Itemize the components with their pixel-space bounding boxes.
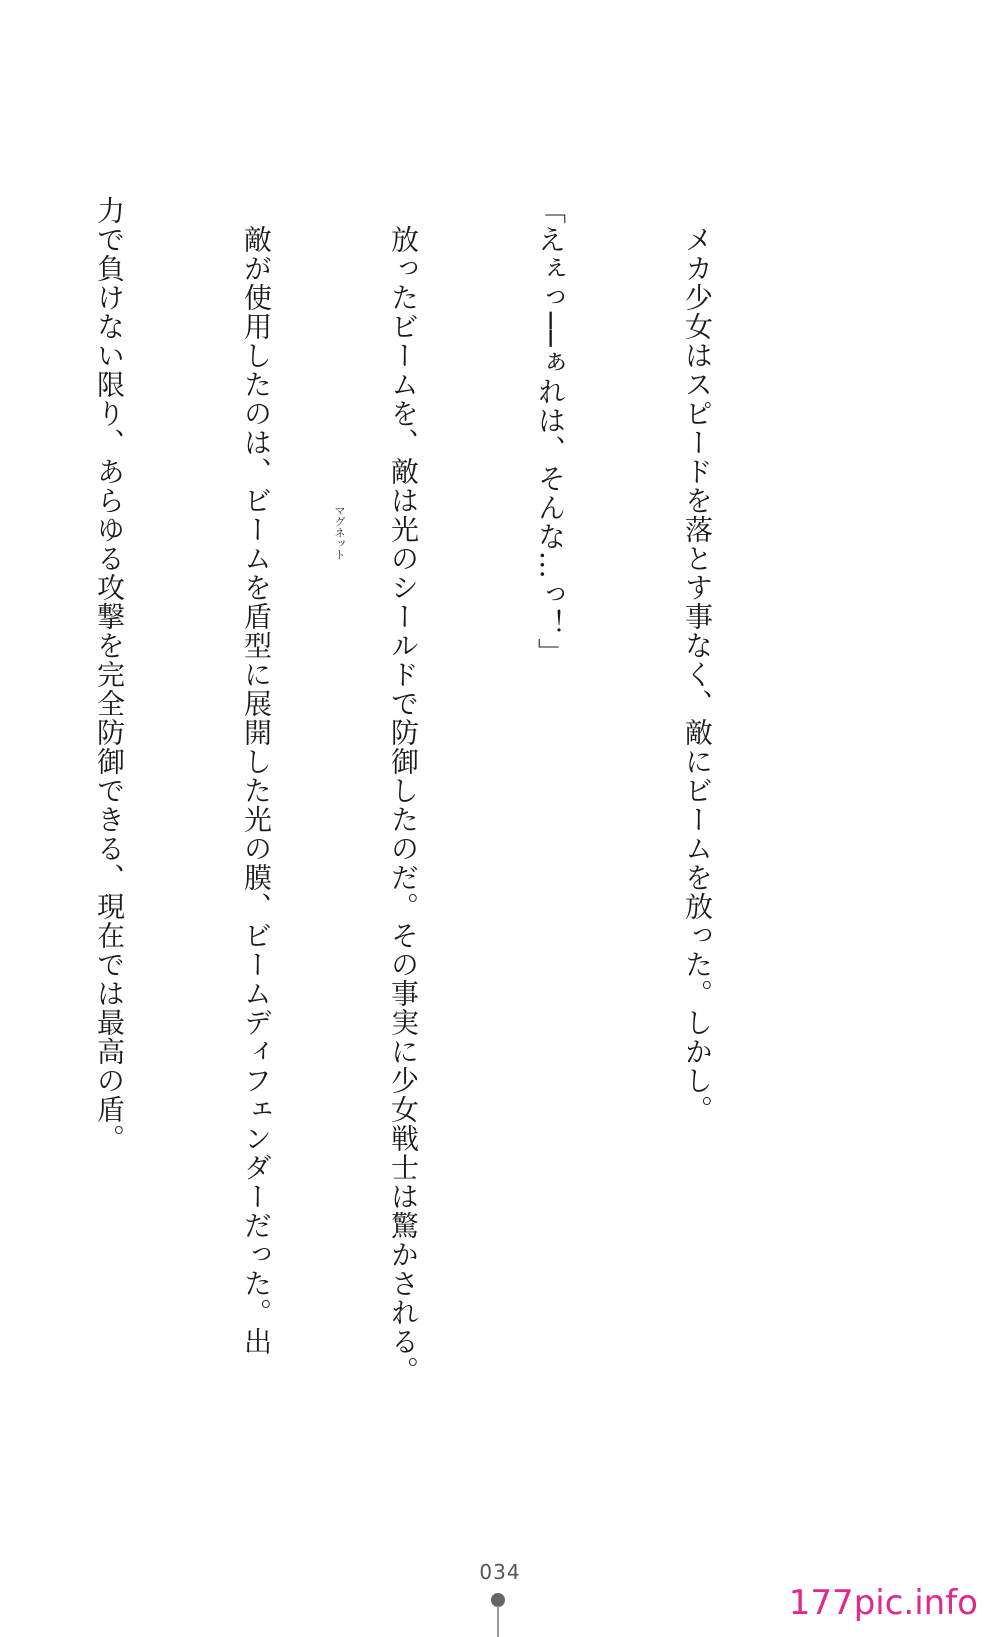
- page-marker-dot: [491, 1593, 505, 1607]
- text-line: メカ少女はスピードを落とす事なく、敵にビームを放った。しかし。: [681, 196, 714, 1124]
- ruby-annotation: マグネット: [333, 505, 346, 560]
- page-marker-line: [497, 1606, 499, 1637]
- text-line: 力で負けない限り、あらゆる攻撃を完全防御できる、現在では最高の盾。: [93, 196, 126, 1153]
- text-line: 敵が使用したのは、ビームを盾型に展開した光の膜、ビームディフェンダーだった。出: [240, 196, 273, 1356]
- page-number: 034: [479, 1560, 521, 1584]
- body-text: [0, 196, 820, 1385]
- text-line: 放ったビームを、敵は光のシールドで防御したのだ。その事実に少女戦士は驚かされる。: [387, 196, 420, 1385]
- text-line: 「えぇっ──ぁれは、そんな…っ！」: [534, 196, 567, 667]
- watermark: 177pic.info: [788, 1583, 978, 1623]
